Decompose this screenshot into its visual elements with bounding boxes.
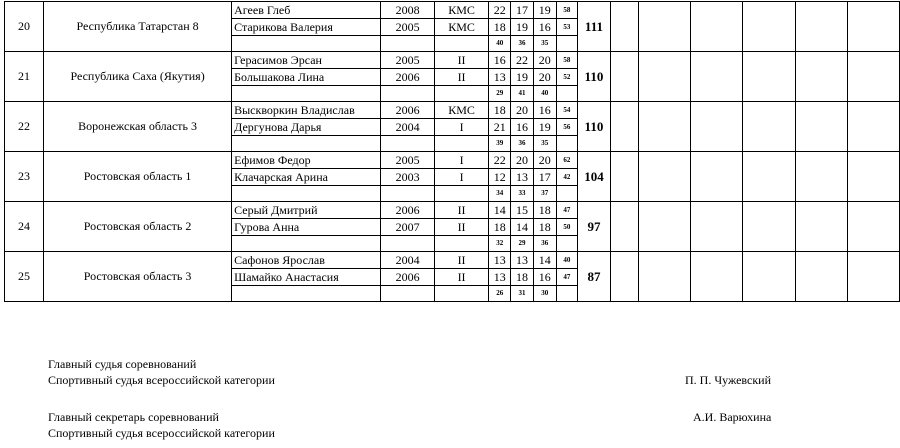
birth-year-cell: 2004 <box>381 119 435 136</box>
sport-rank-cell: КМС <box>435 102 489 119</box>
athlete-name-cell: Шамайко Анастасия <box>232 269 381 286</box>
score-cell: 13 <box>489 252 511 269</box>
subtotal-cell: 29 <box>511 236 533 252</box>
score-cell: 16 <box>511 119 533 136</box>
subtotal-cell: 32 <box>489 236 511 252</box>
birth-year-cell: 2007 <box>381 219 435 236</box>
empty-cell <box>435 86 489 102</box>
empty-cell <box>556 86 577 102</box>
team-total-cell: 104 <box>577 152 610 202</box>
athlete-sum-cell: 62 <box>556 152 577 169</box>
athlete-name-cell: Гурова Анна <box>232 219 381 236</box>
team-total-cell: 111 <box>577 2 610 52</box>
chief-secretary-title: Главный секретарь соревнований <box>48 410 219 424</box>
empty-cell <box>556 186 577 202</box>
score-cell: 16 <box>533 102 556 119</box>
empty-cell <box>795 102 847 152</box>
place-cell: 25 <box>5 252 44 302</box>
team-total-cell: 110 <box>577 102 610 152</box>
score-cell: 13 <box>511 169 533 186</box>
empty-cell <box>691 152 743 202</box>
athlete-sum-cell: 40 <box>556 252 577 269</box>
empty-cell <box>691 52 743 102</box>
place-cell: 21 <box>5 52 44 102</box>
sport-rank-cell: II <box>435 69 489 86</box>
score-cell: 14 <box>533 252 556 269</box>
score-cell: 22 <box>489 2 511 19</box>
empty-cell <box>638 152 690 202</box>
score-cell: 18 <box>489 102 511 119</box>
team-name-cell: Республика Татарстан 8 <box>44 2 232 52</box>
empty-cell <box>638 52 690 102</box>
empty-cell <box>435 286 489 302</box>
chief-secretary-name: А.И. Варюхина <box>693 410 772 424</box>
empty-cell <box>381 186 435 202</box>
athlete-sum-cell: 52 <box>556 69 577 86</box>
empty-cell <box>435 236 489 252</box>
sport-rank-cell: КМС <box>435 19 489 36</box>
birth-year-cell: 2006 <box>381 269 435 286</box>
subtotal-cell: 35 <box>533 136 556 152</box>
athlete-sum-cell: 53 <box>556 19 577 36</box>
subtotal-cell: 36 <box>511 136 533 152</box>
score-cell: 19 <box>511 69 533 86</box>
empty-cell <box>232 236 381 252</box>
team-name-cell: Ростовская область 2 <box>44 202 232 252</box>
sport-rank-cell: II <box>435 252 489 269</box>
empty-cell <box>435 136 489 152</box>
empty-cell <box>691 202 743 252</box>
birth-year-cell: 2008 <box>381 2 435 19</box>
empty-cell <box>795 52 847 102</box>
empty-cell <box>610 152 638 202</box>
table-row <box>5 252 900 269</box>
score-cell: 20 <box>533 152 556 169</box>
empty-cell <box>638 202 690 252</box>
score-cell: 17 <box>511 2 533 19</box>
subtotal-cell: 34 <box>489 186 511 202</box>
score-cell: 20 <box>533 52 556 69</box>
score-cell: 19 <box>533 2 556 19</box>
athlete-sum-cell: 56 <box>556 119 577 136</box>
table-row <box>5 2 900 19</box>
chief-secretary-category: Спортивный судья всероссийской категории <box>48 426 275 440</box>
empty-cell <box>638 102 690 152</box>
score-cell: 19 <box>533 119 556 136</box>
empty-cell <box>743 2 795 52</box>
empty-cell <box>610 102 638 152</box>
empty-cell <box>847 102 899 152</box>
score-cell: 20 <box>511 102 533 119</box>
athlete-name-cell: Старикова Валерия <box>232 19 381 36</box>
empty-cell <box>743 152 795 202</box>
table-row <box>5 102 900 119</box>
athlete-name-cell: Ефимов Федор <box>232 152 381 169</box>
score-cell: 12 <box>489 169 511 186</box>
score-cell: 18 <box>533 202 556 219</box>
empty-cell <box>232 286 381 302</box>
score-cell: 13 <box>489 269 511 286</box>
sport-rank-cell: I <box>435 119 489 136</box>
empty-cell <box>381 86 435 102</box>
sport-rank-cell: II <box>435 202 489 219</box>
sport-rank-cell: II <box>435 52 489 69</box>
subtotal-cell: 40 <box>489 36 511 52</box>
empty-cell <box>556 136 577 152</box>
athlete-sum-cell: 47 <box>556 202 577 219</box>
score-cell: 13 <box>489 69 511 86</box>
subtotal-cell: 29 <box>489 86 511 102</box>
results-table <box>4 1 900 302</box>
empty-cell <box>435 186 489 202</box>
athlete-name-cell: Агеев Глеб <box>232 2 381 19</box>
sport-rank-cell: I <box>435 152 489 169</box>
team-name-cell: Республика Саха (Якутия) <box>44 52 232 102</box>
subtotal-cell: 35 <box>533 36 556 52</box>
subtotal-cell: 31 <box>511 286 533 302</box>
empty-cell <box>381 236 435 252</box>
birth-year-cell: 2005 <box>381 152 435 169</box>
results-body <box>5 2 900 302</box>
chief-judge-name: П. П. Чужевский <box>685 373 772 387</box>
sport-rank-cell: КМС <box>435 2 489 19</box>
sport-rank-cell: I <box>435 169 489 186</box>
score-cell: 15 <box>511 202 533 219</box>
empty-cell <box>232 186 381 202</box>
empty-cell <box>743 102 795 152</box>
score-cell: 14 <box>489 202 511 219</box>
score-cell: 16 <box>489 52 511 69</box>
score-cell: 16 <box>533 19 556 36</box>
score-cell: 22 <box>511 52 533 69</box>
empty-cell <box>795 252 847 302</box>
empty-cell <box>381 36 435 52</box>
empty-cell <box>847 252 899 302</box>
birth-year-cell: 2003 <box>381 169 435 186</box>
empty-cell <box>743 52 795 102</box>
athlete-name-cell: Большакова Лина <box>232 69 381 86</box>
athlete-sum-cell: 47 <box>556 269 577 286</box>
chief-judge-title: Главный судья соревнований <box>48 357 197 371</box>
empty-cell <box>610 252 638 302</box>
empty-cell <box>691 2 743 52</box>
empty-cell <box>743 252 795 302</box>
sport-rank-cell: II <box>435 269 489 286</box>
score-cell: 18 <box>511 269 533 286</box>
birth-year-cell: 2006 <box>381 202 435 219</box>
athlete-name-cell: Клачарская Арина <box>232 169 381 186</box>
chief-judge-category: Спортивный судья всероссийской категории <box>48 373 275 387</box>
place-cell: 23 <box>5 152 44 202</box>
score-cell: 17 <box>533 169 556 186</box>
place-cell: 24 <box>5 202 44 252</box>
team-total-cell: 97 <box>577 202 610 252</box>
empty-cell <box>381 286 435 302</box>
athlete-sum-cell: 42 <box>556 169 577 186</box>
team-name-cell: Ростовская область 3 <box>44 252 232 302</box>
athlete-name-cell: Выскворкин Владислав <box>232 102 381 119</box>
birth-year-cell: 2005 <box>381 52 435 69</box>
team-name-cell: Ростовская область 1 <box>44 152 232 202</box>
subtotal-cell: 26 <box>489 286 511 302</box>
team-name-cell: Воронежская область 3 <box>44 102 232 152</box>
empty-cell <box>847 52 899 102</box>
score-cell: 18 <box>489 219 511 236</box>
empty-cell <box>847 152 899 202</box>
subtotal-cell: 40 <box>533 86 556 102</box>
birth-year-cell: 2006 <box>381 69 435 86</box>
empty-cell <box>743 202 795 252</box>
empty-cell <box>435 36 489 52</box>
empty-cell <box>691 252 743 302</box>
empty-cell <box>691 102 743 152</box>
empty-cell <box>232 86 381 102</box>
table-row <box>5 152 900 169</box>
empty-cell <box>610 202 638 252</box>
score-cell: 22 <box>489 152 511 169</box>
athlete-sum-cell: 58 <box>556 2 577 19</box>
athlete-name-cell: Сафонов Ярослав <box>232 252 381 269</box>
subtotal-cell: 33 <box>511 186 533 202</box>
birth-year-cell: 2006 <box>381 102 435 119</box>
place-cell: 20 <box>5 2 44 52</box>
subtotal-cell: 41 <box>511 86 533 102</box>
subtotal-cell: 36 <box>511 36 533 52</box>
empty-cell <box>556 286 577 302</box>
empty-cell <box>638 252 690 302</box>
score-cell: 18 <box>533 219 556 236</box>
team-total-cell: 87 <box>577 252 610 302</box>
empty-cell <box>232 136 381 152</box>
table-row <box>5 202 900 219</box>
place-cell: 22 <box>5 102 44 152</box>
subtotal-cell: 30 <box>533 286 556 302</box>
score-cell: 21 <box>489 119 511 136</box>
score-cell: 13 <box>511 252 533 269</box>
table-row <box>5 52 900 69</box>
subtotal-cell: 39 <box>489 136 511 152</box>
athlete-name-cell: Серый Дмитрий <box>232 202 381 219</box>
sport-rank-cell: II <box>435 219 489 236</box>
empty-cell <box>795 2 847 52</box>
team-total-cell: 110 <box>577 52 610 102</box>
empty-cell <box>638 2 690 52</box>
empty-cell <box>556 236 577 252</box>
subtotal-cell: 36 <box>533 236 556 252</box>
birth-year-cell: 2005 <box>381 19 435 36</box>
empty-cell <box>610 2 638 52</box>
empty-cell <box>795 202 847 252</box>
empty-cell <box>610 52 638 102</box>
athlete-sum-cell: 58 <box>556 52 577 69</box>
birth-year-cell: 2004 <box>381 252 435 269</box>
score-cell: 14 <box>511 219 533 236</box>
empty-cell <box>232 36 381 52</box>
subtotal-cell: 37 <box>533 186 556 202</box>
score-cell: 20 <box>533 69 556 86</box>
athlete-name-cell: Герасимов Эрсан <box>232 52 381 69</box>
score-cell: 18 <box>489 19 511 36</box>
score-cell: 19 <box>511 19 533 36</box>
empty-cell <box>556 36 577 52</box>
empty-cell <box>795 152 847 202</box>
empty-cell <box>847 202 899 252</box>
empty-cell <box>381 136 435 152</box>
score-cell: 20 <box>511 152 533 169</box>
athlete-sum-cell: 50 <box>556 219 577 236</box>
athlete-sum-cell: 54 <box>556 102 577 119</box>
empty-cell <box>847 2 899 52</box>
athlete-name-cell: Дергунова Дарья <box>232 119 381 136</box>
score-cell: 16 <box>533 269 556 286</box>
